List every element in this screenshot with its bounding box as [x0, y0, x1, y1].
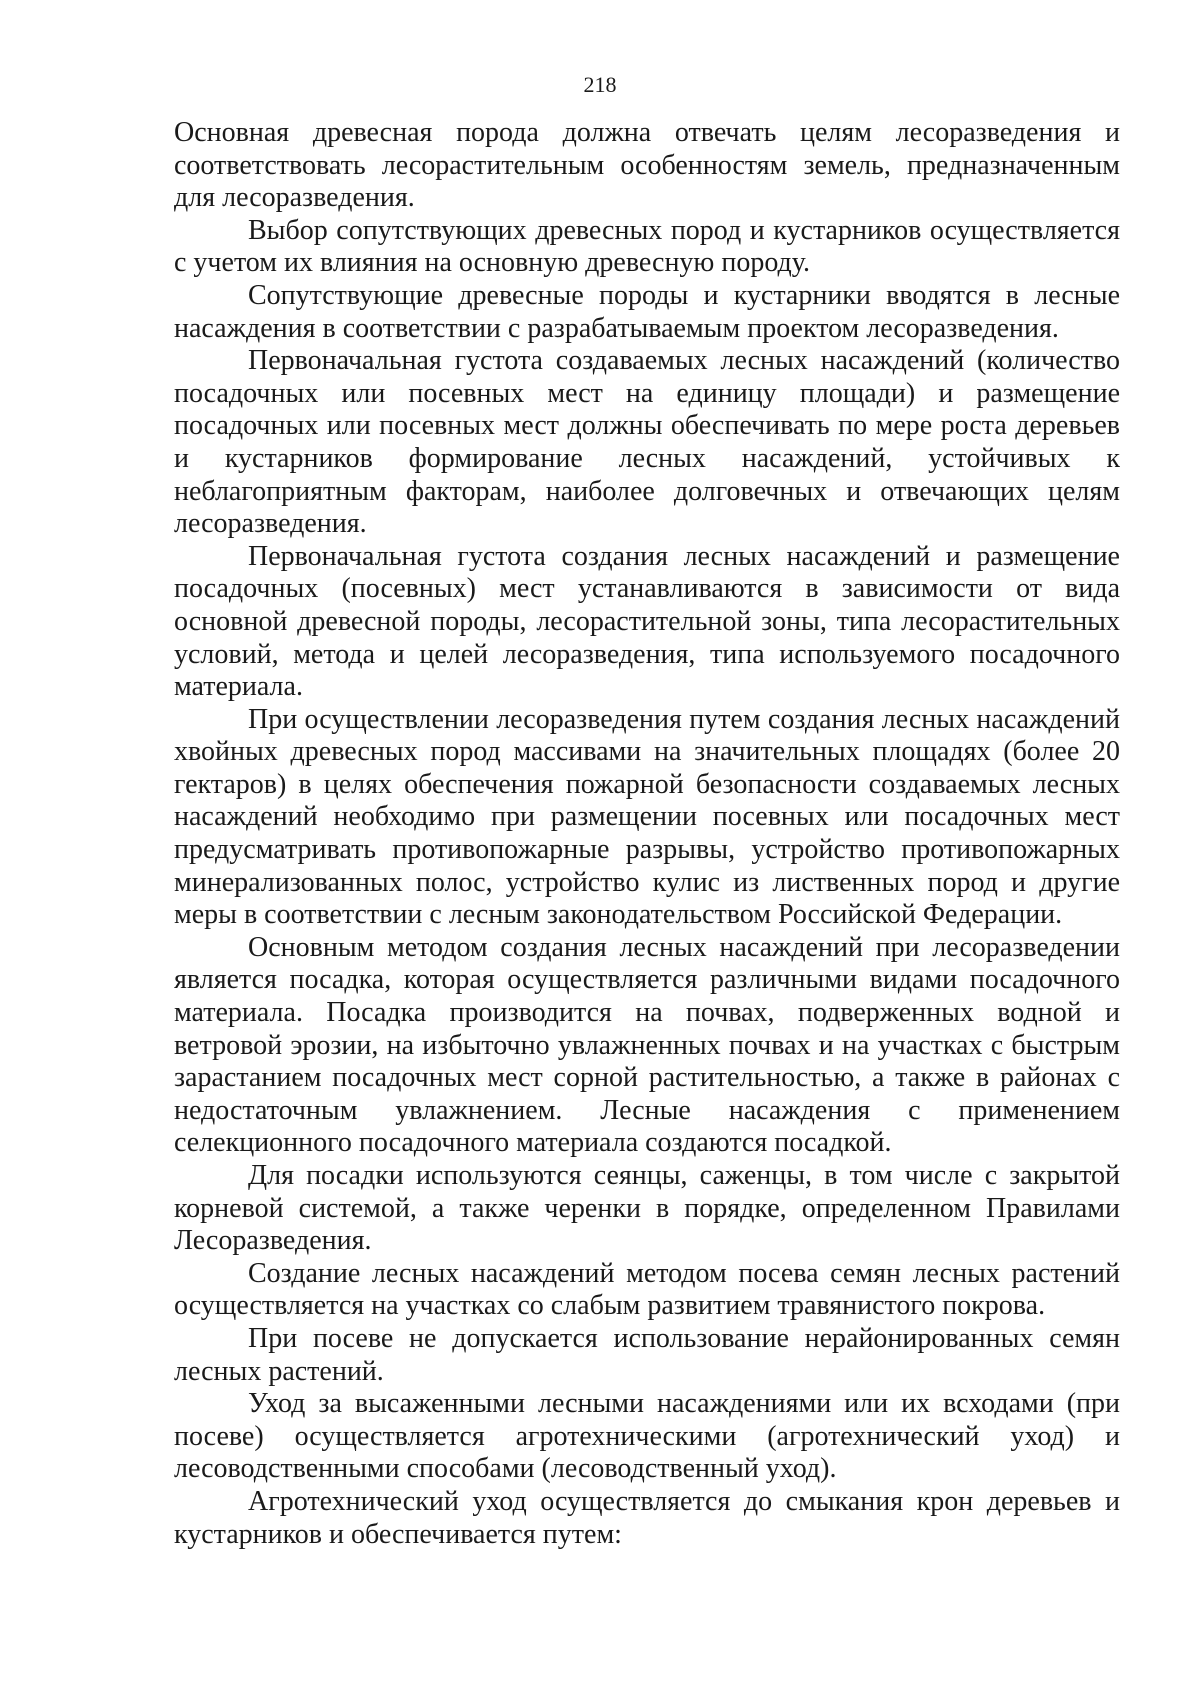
paragraph: Первоначальная густота создания лесных насаждений и размещение посадочных (посевных) мест устанавливаются в зависимости от вида основной древесной породы, лесорастительной зоны, типа лесорастительных условий, метода и целей лесоразведения, типа используемого посадочного материала.	[174, 540, 1120, 703]
paragraph: Основная древесная порода должна отвечать целям лесоразведения и соответствовать лесорастительным особенностям земель, предназначенным для лесоразведения.	[174, 117, 1120, 214]
paragraph: Первоначальная густота создаваемых лесных насаждений (количество посадочных или посевных мест на единицу площади) и размещение посадочных или посевных мест должны обеспечивать по мере роста деревьев и кустарников формирование лесных насаждений, устойчивых к неблагоприятным факторам, наиболее долговечных и отвечающих целям лесоразведения.	[174, 345, 1120, 540]
paragraph: Создание лесных насаждений методом посева семян лесных растений осуществляется на участках со слабым развитием травянистого покрова.	[174, 1257, 1120, 1322]
paragraph: Выбор сопутствующих древесных пород и кустарников осуществляется с учетом их влияния на основную древесную породу.	[174, 214, 1120, 279]
paragraph: Сопутствующие древесные породы и кустарники вводятся в лесные насаждения в соответствии с разрабатываемым проектом лесоразведения.	[174, 279, 1120, 344]
document-body	[174, 117, 1120, 1551]
paragraph: При осуществлении лесоразведения путем создания лесных насаждений хвойных древесных пород массивами на значительных площадях (более 20 гектаров) в целях обеспечения пожарной безопасности создаваемых лесных насаждений необходимо при размещении посевных или посадочных мест предусматривать противопожарные разрывы, устройство противопожарных минерализованных полос, устройство кулис из лиственных пород и другие меры в соответствии с лесным законодательством Российской Федерации.	[174, 703, 1120, 931]
paragraph: Агротехнический уход осуществляется до смыкания крон деревьев и кустарников и обеспечивается путем:	[174, 1485, 1120, 1550]
paragraph: При посеве не допускается использование нерайонированных семян лесных растений.	[174, 1322, 1120, 1387]
paragraph: Для посадки используются сеянцы, саженцы, в том числе с закрытой корневой системой, а также черенки в порядке, определенном Правилами Лесоразведения.	[174, 1160, 1120, 1257]
paragraph: Основным методом создания лесных насаждений при лесоразведении является посадка, которая осуществляется различными видами посадочного материала. Посадка производится на почвах, подверженных водной и ветровой эрозии, на избыточно увлажненных почвах и на участках с быстрым зарастанием посадочных мест сорной растительностью, а также в районах с недостаточным увлажнением. Лесные насаждения с применением селекционного посадочного материала создаются посадкой.	[174, 931, 1120, 1159]
paragraph: Уход за высаженными лесными насаждениями или их всходами (при посеве) осуществляется агротехническими (агротехнический уход) и лесоводственными способами (лесоводственный уход).	[174, 1388, 1120, 1485]
page-number: 218	[583, 72, 617, 97]
